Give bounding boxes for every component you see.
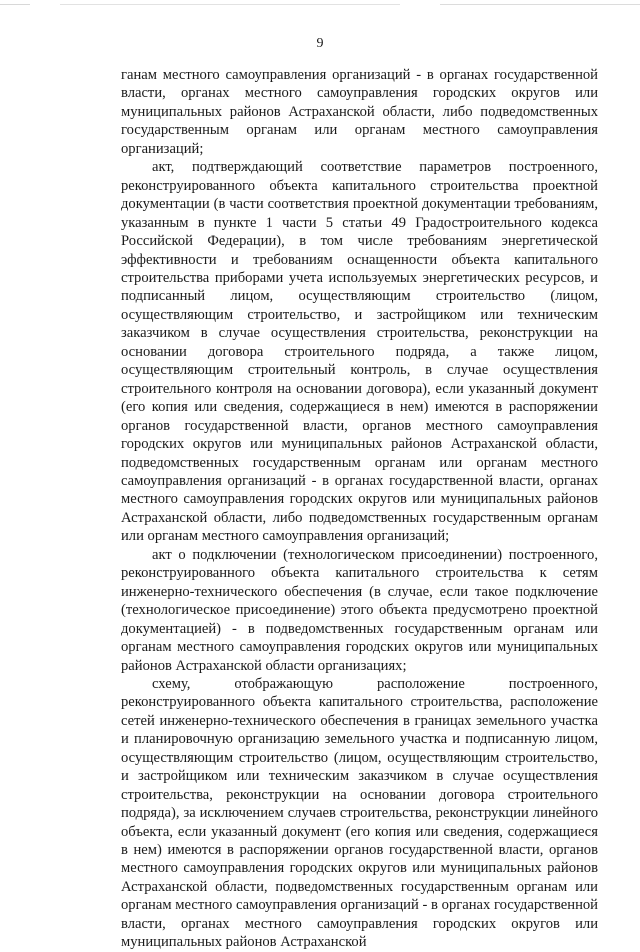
paragraph-continuation: ганам местного самоуправления организаций - в органах государственной власти, органах местного самоуправления городских округов или муниципальных районов Астраханской области, либо подведомственных государственным органам или органам местного самоуправления организаций; [121,67,598,157]
paragraph-site-scheme: схему, отображающую расположение построенного, реконструированного объекта капитального строительства, расположение сетей инженерно-технического обеспечения в границах земельного участка и планировочную организацию земельного участка и подписанную лицом, осуществляющим строительство (лицом, осуществляющим строительство, и застройщиком или техническим заказчиком в случае осуществления строительства, реконструкции на основании договора строительного подряда), за исключением случаев строительства, реконструкции линейного объекта, если указанный документ (его копия или сведения, содержащиеся в нем) имеются в распоряжении органов государственной власти, органов местного самоуправления городских округов или муниципальных районов Астраханской области, подведомственных государственным органам или органам местного самоуправления организаций - в органах государственной власти, органах местного самоуправления городских округов или муниципальных районов Астраханской [121,675,598,951]
paragraph-act-compliance: акт, подтверждающий соответствие параметров построенного, реконструированного объекта капитального строительства проектной документации (в части соответствия проектной документации требованиям, указанным в пункте 1 части 5 статьи 49 Градостроительного кодекса Российской Федерации), в том числе требованиям энергетической эффективности и требованиям оснащенности объекта капитального строительства приборами учета используемых энергетических ресурсов, и подписанный лицом, осуществляющим строительство (лицом, осуществляющим строительство, и застройщиком или техническим заказчиком в случае осуществления строительства, реконструкции на основании договора строительного подряда, а также лицом, осуществляющим строительный контроль, в случае осуществления строительного контроля на основании договора), если указанный документ (его копия или сведения, содержащиеся в нем) имеются в распоряжении органов государственной власти, органов местного самоуправления городских округов или муниципальных районов Астраханской области, подведомственных государственным органам или органам местного самоуправления организаций - в органах государственной власти, органах местного самоуправления городских округов или муниципальных районов Астраханской области, либо подведомственных государственным органам или органам местного самоуправления организаций; [121,159,598,545]
paragraph-act-connection: акт о подключении (технологическом присоединении) построенного, реконструированного объекта капитального строительства к сетям инженерно-технического обеспечения (в случае, если такое подключение (технологическое присоединение) этого объекта предусмотрено проектной документацией) - в подведомственных государственным органам или органам местного самоуправления городских округов или муниципальных районов Астраханской области организациях; [121,546,598,674]
scan-top-edge [0,4,640,5]
document-body [121,66,598,952]
page-number: 9 [316,36,324,51]
